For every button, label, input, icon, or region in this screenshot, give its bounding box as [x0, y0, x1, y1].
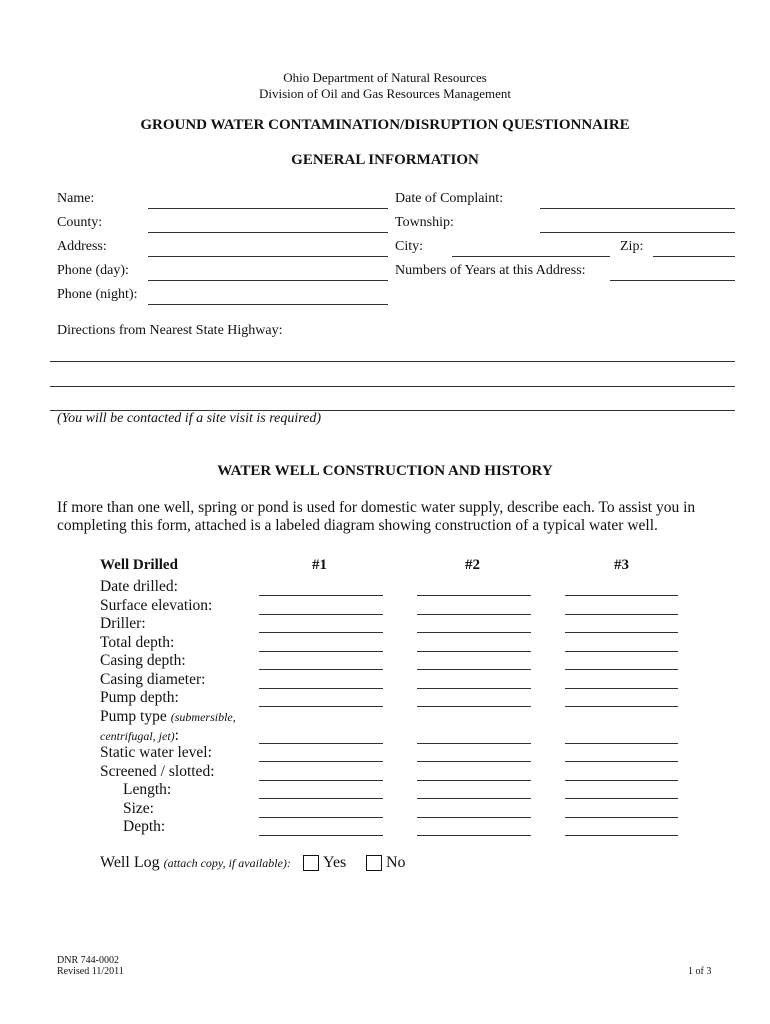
- casing-diameter-field-well-3[interactable]: [565, 688, 678, 689]
- revised-date: Revised 11/2011: [57, 966, 124, 977]
- row-label-size: Size:: [123, 800, 154, 817]
- column-header-1: #1: [312, 557, 327, 573]
- well-log-no-checkbox[interactable]: [366, 855, 382, 871]
- screened-slotted-field-well-1[interactable]: [259, 780, 383, 781]
- county-field[interactable]: [148, 232, 388, 233]
- form-number: DNR 744-0002: [57, 955, 119, 966]
- total-depth-field-well-2[interactable]: [417, 651, 531, 652]
- total-depth-field-well-1[interactable]: [259, 651, 383, 652]
- casing-depth-field-well-3[interactable]: [565, 669, 678, 670]
- years-at-address-label: Numbers of Years at this Address:: [395, 263, 586, 278]
- pump-type-colon: :: [174, 727, 179, 744]
- length-field-well-1[interactable]: [259, 798, 383, 799]
- directions-line-1[interactable]: [50, 361, 735, 362]
- row-label-driller: Driller:: [100, 615, 146, 632]
- screened-slotted-field-well-2[interactable]: [417, 780, 531, 781]
- well-section-title: WATER WELL CONSTRUCTION AND HISTORY: [217, 463, 553, 479]
- well-log-no-label: No: [386, 854, 406, 871]
- years-at-address-field[interactable]: [610, 280, 735, 281]
- pump-type-field-well-2[interactable]: [417, 743, 531, 744]
- phone-night-label: Phone (night):: [57, 287, 138, 302]
- casing-depth-field-well-1[interactable]: [259, 669, 383, 670]
- agency-name: Ohio Department of Natural Resources: [283, 70, 487, 85]
- length-field-well-2[interactable]: [417, 798, 531, 799]
- well-drilled-header: Well Drilled: [100, 557, 178, 573]
- column-header-3: #3: [614, 557, 629, 573]
- zip-label: Zip:: [620, 239, 644, 254]
- row-label-length: Length:: [123, 781, 172, 798]
- name-field[interactable]: [148, 208, 388, 209]
- pump-type-field-well-3[interactable]: [565, 743, 678, 744]
- surface-elevation-field-well-1[interactable]: [259, 614, 383, 615]
- row-label-pump-depth: Pump depth:: [100, 689, 179, 706]
- row-label-date-drilled: Date drilled:: [100, 578, 178, 595]
- casing-diameter-field-well-1[interactable]: [259, 688, 383, 689]
- address-field[interactable]: [148, 256, 388, 257]
- phone-day-label: Phone (day):: [57, 263, 129, 278]
- contact-note: (You will be contacted if a site visit is required): [57, 411, 322, 426]
- city-field[interactable]: [452, 256, 610, 257]
- date-drilled-field-well-1[interactable]: [259, 595, 383, 596]
- well-log-yes-checkbox[interactable]: [303, 855, 319, 871]
- surface-elevation-field-well-2[interactable]: [417, 614, 531, 615]
- row-label-casing-diameter: Casing diameter:: [100, 671, 206, 688]
- pump-type-note-2: centrifugal, jet): [100, 729, 175, 743]
- surface-elevation-field-well-3[interactable]: [565, 614, 678, 615]
- row-label-pump-type-cont: [100, 727, 179, 745]
- depth-field-well-1[interactable]: [259, 835, 383, 836]
- phone-night-field[interactable]: [148, 304, 388, 305]
- size-field-well-2[interactable]: [417, 817, 531, 818]
- depth-field-well-2[interactable]: [417, 835, 531, 836]
- size-field-well-1[interactable]: [259, 817, 383, 818]
- row-label-casing-depth: Casing depth:: [100, 652, 186, 669]
- row-label-static-water-level: Static water level:: [100, 744, 212, 761]
- date-drilled-field-well-3[interactable]: [565, 595, 678, 596]
- division-name: Division of Oil and Gas Resources Management: [258, 86, 511, 101]
- driller-field-well-3[interactable]: [565, 632, 678, 633]
- township-field[interactable]: [540, 232, 735, 233]
- driller-field-well-1[interactable]: [259, 632, 383, 633]
- row-label-screened-slotted: Screened / slotted:: [100, 763, 215, 780]
- length-field-well-3[interactable]: [565, 798, 678, 799]
- well-intro-line-2: completing this form, attached is a labeled diagram showing construction of a typical water well.: [57, 517, 658, 534]
- row-label-pump-type: [100, 708, 236, 726]
- size-field-well-3[interactable]: [565, 817, 678, 818]
- section-general-title: GENERAL INFORMATION: [291, 152, 479, 168]
- row-label-total-depth: Total depth:: [100, 634, 175, 651]
- pump-type-note-1: (submersible,: [170, 710, 236, 724]
- static-water-level-field-well-3[interactable]: [565, 761, 678, 762]
- pump-type-text: Pump type: [100, 708, 167, 725]
- row-label-depth: Depth:: [123, 818, 166, 835]
- township-label: Township:: [395, 215, 454, 230]
- static-water-level-field-well-2[interactable]: [417, 761, 531, 762]
- total-depth-field-well-3[interactable]: [565, 651, 678, 652]
- date-drilled-field-well-2[interactable]: [417, 595, 531, 596]
- pump-depth-field-well-3[interactable]: [565, 706, 678, 707]
- static-water-level-field-well-1[interactable]: [259, 761, 383, 762]
- well-intro-line-1: If more than one well, spring or pond is used for domestic water supply, describe each. To assist you in: [57, 499, 696, 516]
- zip-field[interactable]: [653, 256, 735, 257]
- date-complaint-label: Date of Complaint:: [395, 191, 504, 206]
- well-log-label: Well Log: [100, 854, 160, 871]
- city-label: City:: [395, 239, 424, 254]
- depth-field-well-3[interactable]: [565, 835, 678, 836]
- well-log-yes-label: Yes: [323, 854, 347, 871]
- column-header-2: #2: [465, 557, 480, 573]
- phone-day-field[interactable]: [148, 280, 388, 281]
- directions-label: Directions from Nearest State Highway:: [57, 323, 283, 338]
- page-number: 1 of 3: [688, 966, 712, 977]
- address-label: Address:: [57, 239, 107, 254]
- form-title: GROUND WATER CONTAMINATION/DISRUPTION QUESTIONNAIRE: [140, 117, 630, 133]
- well-log-row: [100, 854, 291, 872]
- casing-depth-field-well-2[interactable]: [417, 669, 531, 670]
- name-label: Name:: [57, 191, 95, 206]
- pump-type-field-well-1[interactable]: [259, 743, 383, 744]
- row-label-surface-elevation: Surface elevation:: [100, 597, 213, 614]
- screened-slotted-field-well-3[interactable]: [565, 780, 678, 781]
- directions-line-2[interactable]: [50, 386, 735, 387]
- county-label: County:: [57, 215, 103, 230]
- casing-diameter-field-well-2[interactable]: [417, 688, 531, 689]
- pump-depth-field-well-2[interactable]: [417, 706, 531, 707]
- well-log-note: (attach copy, if available):: [163, 856, 291, 870]
- pump-depth-field-well-1[interactable]: [259, 706, 383, 707]
- date-complaint-field[interactable]: [540, 208, 735, 209]
- driller-field-well-2[interactable]: [417, 632, 531, 633]
